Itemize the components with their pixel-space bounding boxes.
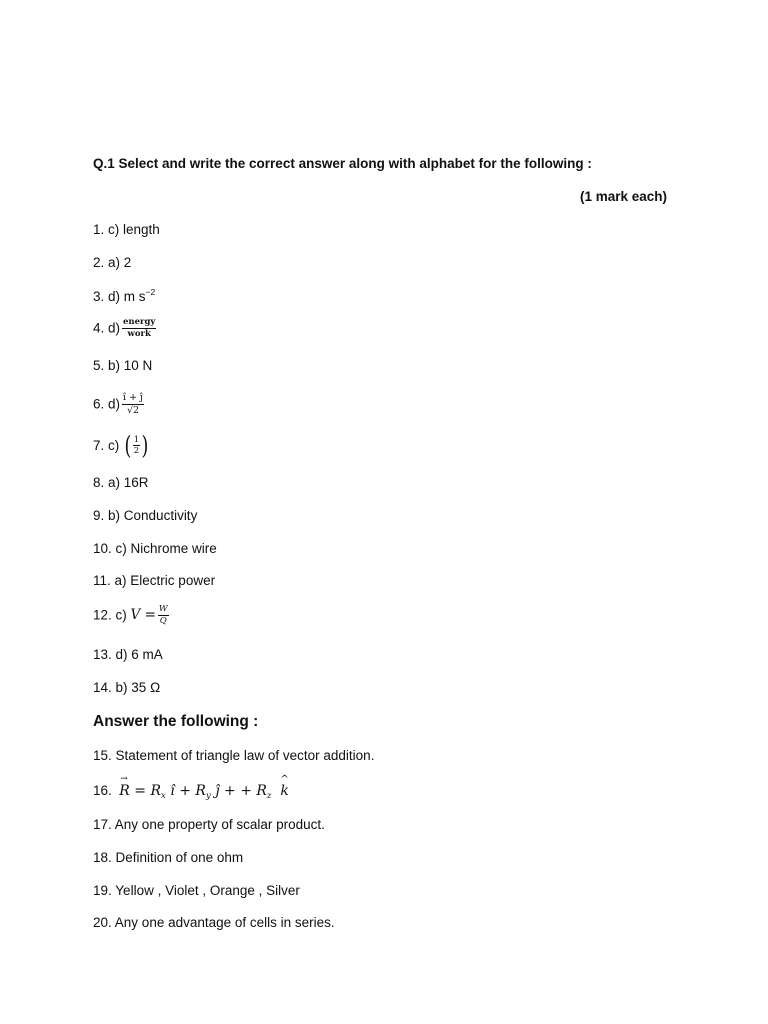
answer-item: 5. b) 10 N	[93, 358, 153, 373]
answer-item: 16. → $R = R_x$ ı̂ + $R_y$ ȷ̂ + + $R_z$ ^ k	[93, 774, 289, 801]
answer-item: 15. Statement of triangle law of vector addition.	[93, 748, 375, 763]
answer-item: 9. b) Conductivity	[93, 508, 198, 523]
answer-item: 2. a) 2	[93, 255, 132, 270]
parenthesized-fraction: ( $\frac{1}{2}$ )	[124, 431, 149, 460]
answer-item: 6. d) $\frac{î + ĵ}{√2}$	[93, 392, 143, 416]
answer-item: 11. a) Electric power	[93, 573, 216, 588]
answer-item: 12. c) V = $\frac{W}{Q}$	[93, 604, 168, 626]
answer-item: 13. d) 6 mA	[93, 647, 163, 662]
answer-item: 1. c) length	[93, 222, 160, 237]
fraction: $\frac{î + ĵ}{√2}$	[123, 392, 143, 416]
vector-formula: → $R = R_x$ ı̂ + $R_y$ ȷ̂ + + $R_z$ ^ k	[119, 774, 289, 801]
answer-item: 19. Yellow , Violet , Orange , Silver	[93, 883, 300, 898]
answer-item: 8. a) 16R	[93, 475, 149, 490]
question-heading: Q.1 Select and write the correct answer along with alphabet for the following :	[93, 156, 592, 171]
answer-item: 14. b) 35 Ω	[93, 680, 161, 695]
answer-item: 20. Any one advantage of cells in series.	[93, 915, 335, 930]
answer-item: 17. Any one property of scalar product.	[93, 817, 325, 832]
exponent: −2	[145, 287, 156, 297]
section-heading: Answer the following :	[93, 713, 259, 730]
fraction: $\frac{W}{Q}$	[158, 604, 168, 626]
marks-note: (1 mark each)	[579, 189, 667, 204]
answer-item: 7. c) ( $\frac{1}{2}$ )	[93, 431, 149, 460]
answer-item: 10. c) Nichrome wire	[93, 541, 217, 556]
answer-item: 3. d) m $s^{-2}$	[93, 287, 156, 304]
fraction: $\frac{\text{energy}}{\text{work}}$	[123, 317, 156, 339]
answer-item: 18. Definition of one ohm	[93, 850, 244, 865]
answer-item: 4. d) $\frac{\text{energy}}{\text{work}}$	[93, 317, 156, 339]
